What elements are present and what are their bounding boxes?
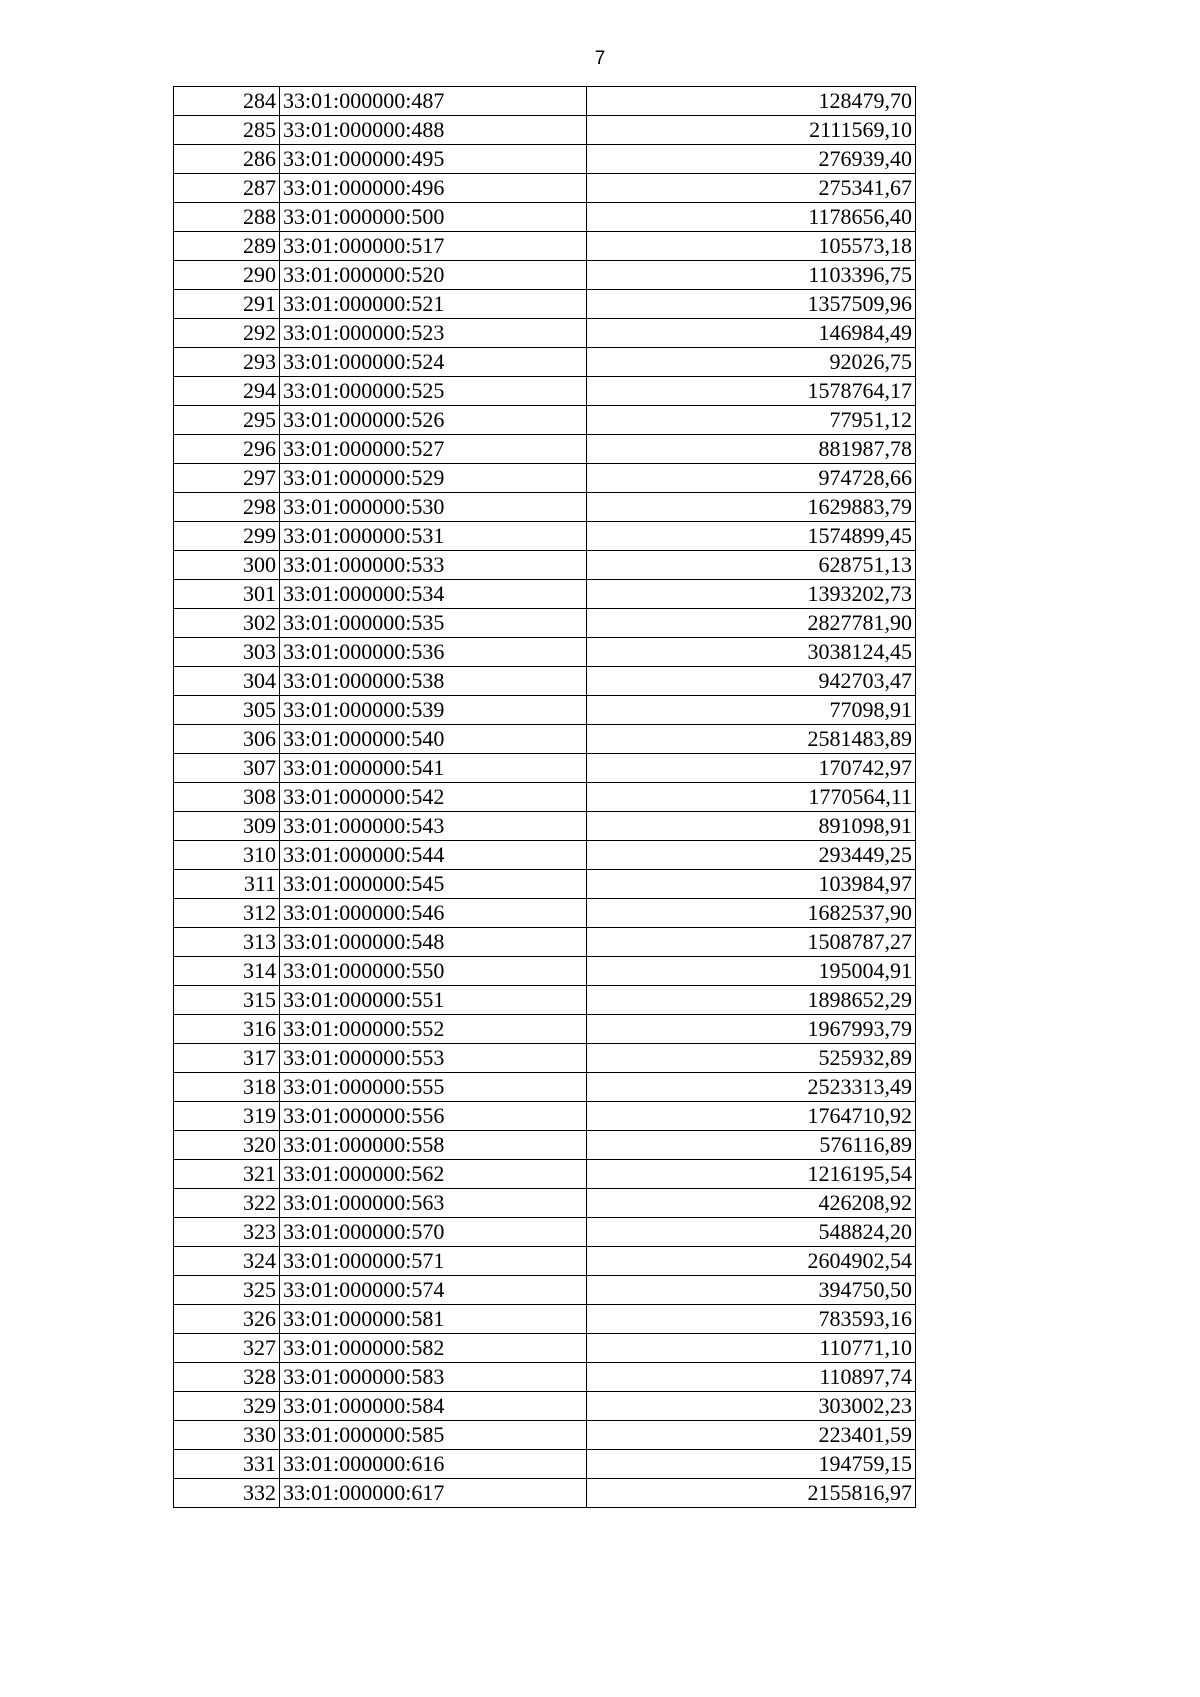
row-number-cell: 323 (174, 1218, 280, 1247)
cadastral-number-cell: 33:01:000000:500 (280, 203, 587, 232)
value-cell: 628751,13 (587, 551, 916, 580)
value-cell: 92026,75 (587, 348, 916, 377)
table-row (174, 1363, 916, 1392)
row-number-cell: 284 (174, 87, 280, 116)
row-number-cell: 295 (174, 406, 280, 435)
row-number-cell: 329 (174, 1392, 280, 1421)
value-cell: 128479,70 (587, 87, 916, 116)
value-cell: 1574899,45 (587, 522, 916, 551)
value-cell: 1578764,17 (587, 377, 916, 406)
value-cell: 1770564,11 (587, 783, 916, 812)
cadastral-number-cell: 33:01:000000:487 (280, 87, 587, 116)
cadastral-number-cell: 33:01:000000:581 (280, 1305, 587, 1334)
value-cell: 103984,97 (587, 870, 916, 899)
table-row (174, 319, 916, 348)
value-cell: 303002,23 (587, 1392, 916, 1421)
value-cell: 1103396,75 (587, 261, 916, 290)
value-cell: 1508787,27 (587, 928, 916, 957)
value-cell: 276939,40 (587, 145, 916, 174)
value-cell: 110897,74 (587, 1363, 916, 1392)
row-number-cell: 318 (174, 1073, 280, 1102)
table-row (174, 174, 916, 203)
cadastral-number-cell: 33:01:000000:545 (280, 870, 587, 899)
table-row (174, 1421, 916, 1450)
value-cell: 2604902,54 (587, 1247, 916, 1276)
table-row (174, 232, 916, 261)
cadastral-number-cell: 33:01:000000:570 (280, 1218, 587, 1247)
cadastral-number-cell: 33:01:000000:571 (280, 1247, 587, 1276)
value-cell: 195004,91 (587, 957, 916, 986)
row-number-cell: 331 (174, 1450, 280, 1479)
value-cell: 77951,12 (587, 406, 916, 435)
value-cell: 3038124,45 (587, 638, 916, 667)
row-number-cell: 322 (174, 1189, 280, 1218)
cadastral-number-cell: 33:01:000000:535 (280, 609, 587, 638)
cadastral-number-cell: 33:01:000000:540 (280, 725, 587, 754)
row-number-cell: 328 (174, 1363, 280, 1392)
value-cell: 2523313,49 (587, 1073, 916, 1102)
row-number-cell: 304 (174, 667, 280, 696)
value-cell: 1357509,96 (587, 290, 916, 319)
table-row (174, 377, 916, 406)
row-number-cell: 314 (174, 957, 280, 986)
row-number-cell: 332 (174, 1479, 280, 1508)
row-number-cell: 296 (174, 435, 280, 464)
cadastral-number-cell: 33:01:000000:517 (280, 232, 587, 261)
cadastral-number-cell: 33:01:000000:536 (280, 638, 587, 667)
value-cell: 77098,91 (587, 696, 916, 725)
table-row (174, 783, 916, 812)
table-body (174, 87, 916, 1508)
cadastral-number-cell: 33:01:000000:495 (280, 145, 587, 174)
row-number-cell: 290 (174, 261, 280, 290)
table-row (174, 841, 916, 870)
cadastral-number-cell: 33:01:000000:520 (280, 261, 587, 290)
row-number-cell: 291 (174, 290, 280, 319)
row-number-cell: 311 (174, 870, 280, 899)
row-number-cell: 312 (174, 899, 280, 928)
table-row (174, 1305, 916, 1334)
row-number-cell: 292 (174, 319, 280, 348)
cadastral-number-cell: 33:01:000000:548 (280, 928, 587, 957)
row-number-cell: 298 (174, 493, 280, 522)
cadastral-number-cell: 33:01:000000:542 (280, 783, 587, 812)
table-row (174, 348, 916, 377)
cadastral-number-cell: 33:01:000000:555 (280, 1073, 587, 1102)
table-row (174, 667, 916, 696)
row-number-cell: 330 (174, 1421, 280, 1450)
table-row (174, 290, 916, 319)
value-cell: 293449,25 (587, 841, 916, 870)
value-cell: 2155816,97 (587, 1479, 916, 1508)
row-number-cell: 305 (174, 696, 280, 725)
row-number-cell: 317 (174, 1044, 280, 1073)
table-row (174, 1073, 916, 1102)
value-cell: 1764710,92 (587, 1102, 916, 1131)
row-number-cell: 325 (174, 1276, 280, 1305)
row-number-cell: 285 (174, 116, 280, 145)
table-row (174, 1160, 916, 1189)
value-cell: 1629883,79 (587, 493, 916, 522)
table-row (174, 1334, 916, 1363)
table-row (174, 725, 916, 754)
table-row (174, 435, 916, 464)
value-cell: 1178656,40 (587, 203, 916, 232)
cadastral-number-cell: 33:01:000000:616 (280, 1450, 587, 1479)
cadastral-number-cell: 33:01:000000:552 (280, 1015, 587, 1044)
row-number-cell: 320 (174, 1131, 280, 1160)
value-cell: 881987,78 (587, 435, 916, 464)
cadastral-number-cell: 33:01:000000:521 (280, 290, 587, 319)
cadastral-number-cell: 33:01:000000:583 (280, 1363, 587, 1392)
row-number-cell: 309 (174, 812, 280, 841)
value-cell: 1393202,73 (587, 580, 916, 609)
table-row (174, 696, 916, 725)
cadastral-number-cell: 33:01:000000:585 (280, 1421, 587, 1450)
row-number-cell: 297 (174, 464, 280, 493)
table-row (174, 580, 916, 609)
table-row (174, 522, 916, 551)
cadastral-number-cell: 33:01:000000:523 (280, 319, 587, 348)
row-number-cell: 308 (174, 783, 280, 812)
table-row (174, 1247, 916, 1276)
row-number-cell: 303 (174, 638, 280, 667)
table-row (174, 261, 916, 290)
row-number-cell: 327 (174, 1334, 280, 1363)
row-number-cell: 306 (174, 725, 280, 754)
value-cell: 105573,18 (587, 232, 916, 261)
cadastral-number-cell: 33:01:000000:538 (280, 667, 587, 696)
table-row (174, 609, 916, 638)
table-row (174, 1450, 916, 1479)
table-row (174, 754, 916, 783)
cadastral-number-cell: 33:01:000000:488 (280, 116, 587, 145)
row-number-cell: 299 (174, 522, 280, 551)
table-row (174, 638, 916, 667)
table-row (174, 1218, 916, 1247)
cadastral-number-cell: 33:01:000000:546 (280, 899, 587, 928)
row-number-cell: 300 (174, 551, 280, 580)
value-cell: 275341,67 (587, 174, 916, 203)
cadastral-number-cell: 33:01:000000:556 (280, 1102, 587, 1131)
value-cell: 194759,15 (587, 1450, 916, 1479)
value-cell: 170742,97 (587, 754, 916, 783)
cadastral-number-cell: 33:01:000000:539 (280, 696, 587, 725)
cadastral-number-cell: 33:01:000000:524 (280, 348, 587, 377)
table-row (174, 1276, 916, 1305)
table-row (174, 928, 916, 957)
page-number: 7 (594, 48, 606, 69)
table-row (174, 1015, 916, 1044)
table-row (174, 812, 916, 841)
cadastral-number-cell: 33:01:000000:534 (280, 580, 587, 609)
cadastral-number-cell: 33:01:000000:541 (280, 754, 587, 783)
row-number-cell: 316 (174, 1015, 280, 1044)
table-row (174, 1102, 916, 1131)
table-row (174, 203, 916, 232)
cadastral-value-table (173, 86, 916, 1508)
row-number-cell: 288 (174, 203, 280, 232)
value-cell: 110771,10 (587, 1334, 916, 1363)
table-row (174, 87, 916, 116)
row-number-cell: 293 (174, 348, 280, 377)
row-number-cell: 287 (174, 174, 280, 203)
cadastral-number-cell: 33:01:000000:526 (280, 406, 587, 435)
table-row (174, 551, 916, 580)
cadastral-number-cell: 33:01:000000:529 (280, 464, 587, 493)
value-cell: 426208,92 (587, 1189, 916, 1218)
value-cell: 1682537,90 (587, 899, 916, 928)
row-number-cell: 324 (174, 1247, 280, 1276)
table-row (174, 1189, 916, 1218)
row-number-cell: 289 (174, 232, 280, 261)
value-cell: 548824,20 (587, 1218, 916, 1247)
cadastral-number-cell: 33:01:000000:562 (280, 1160, 587, 1189)
row-number-cell: 307 (174, 754, 280, 783)
table-row (174, 116, 916, 145)
cadastral-number-cell: 33:01:000000:617 (280, 1479, 587, 1508)
value-cell: 891098,91 (587, 812, 916, 841)
table-row (174, 899, 916, 928)
value-cell: 394750,50 (587, 1276, 916, 1305)
cadastral-number-cell: 33:01:000000:531 (280, 522, 587, 551)
value-cell: 974728,66 (587, 464, 916, 493)
table-row (174, 145, 916, 174)
cadastral-number-cell: 33:01:000000:558 (280, 1131, 587, 1160)
cadastral-number-cell: 33:01:000000:553 (280, 1044, 587, 1073)
value-cell: 1216195,54 (587, 1160, 916, 1189)
table-row (174, 986, 916, 1015)
value-cell: 576116,89 (587, 1131, 916, 1160)
value-cell: 783593,16 (587, 1305, 916, 1334)
table-row (174, 1131, 916, 1160)
cadastral-number-cell: 33:01:000000:563 (280, 1189, 587, 1218)
cadastral-number-cell: 33:01:000000:551 (280, 986, 587, 1015)
table-row (174, 493, 916, 522)
row-number-cell: 313 (174, 928, 280, 957)
value-cell: 2111569,10 (587, 116, 916, 145)
table-row (174, 1479, 916, 1508)
cadastral-number-cell: 33:01:000000:584 (280, 1392, 587, 1421)
table-row (174, 1392, 916, 1421)
cadastral-number-cell: 33:01:000000:496 (280, 174, 587, 203)
value-cell: 223401,59 (587, 1421, 916, 1450)
value-cell: 525932,89 (587, 1044, 916, 1073)
row-number-cell: 315 (174, 986, 280, 1015)
table-row (174, 957, 916, 986)
value-cell: 1967993,79 (587, 1015, 916, 1044)
cadastral-number-cell: 33:01:000000:544 (280, 841, 587, 870)
table-row (174, 870, 916, 899)
cadastral-number-cell: 33:01:000000:527 (280, 435, 587, 464)
row-number-cell: 326 (174, 1305, 280, 1334)
cadastral-number-cell: 33:01:000000:530 (280, 493, 587, 522)
table-row (174, 464, 916, 493)
row-number-cell: 310 (174, 841, 280, 870)
table-row (174, 406, 916, 435)
table-row (174, 1044, 916, 1073)
value-cell: 1898652,29 (587, 986, 916, 1015)
row-number-cell: 319 (174, 1102, 280, 1131)
row-number-cell: 294 (174, 377, 280, 406)
row-number-cell: 302 (174, 609, 280, 638)
row-number-cell: 321 (174, 1160, 280, 1189)
cadastral-number-cell: 33:01:000000:574 (280, 1276, 587, 1305)
value-cell: 2827781,90 (587, 609, 916, 638)
cadastral-number-cell: 33:01:000000:582 (280, 1334, 587, 1363)
cadastral-number-cell: 33:01:000000:525 (280, 377, 587, 406)
row-number-cell: 286 (174, 145, 280, 174)
value-cell: 2581483,89 (587, 725, 916, 754)
cadastral-number-cell: 33:01:000000:550 (280, 957, 587, 986)
row-number-cell: 301 (174, 580, 280, 609)
cadastral-number-cell: 33:01:000000:543 (280, 812, 587, 841)
value-cell: 146984,49 (587, 319, 916, 348)
cadastral-number-cell: 33:01:000000:533 (280, 551, 587, 580)
value-cell: 942703,47 (587, 667, 916, 696)
